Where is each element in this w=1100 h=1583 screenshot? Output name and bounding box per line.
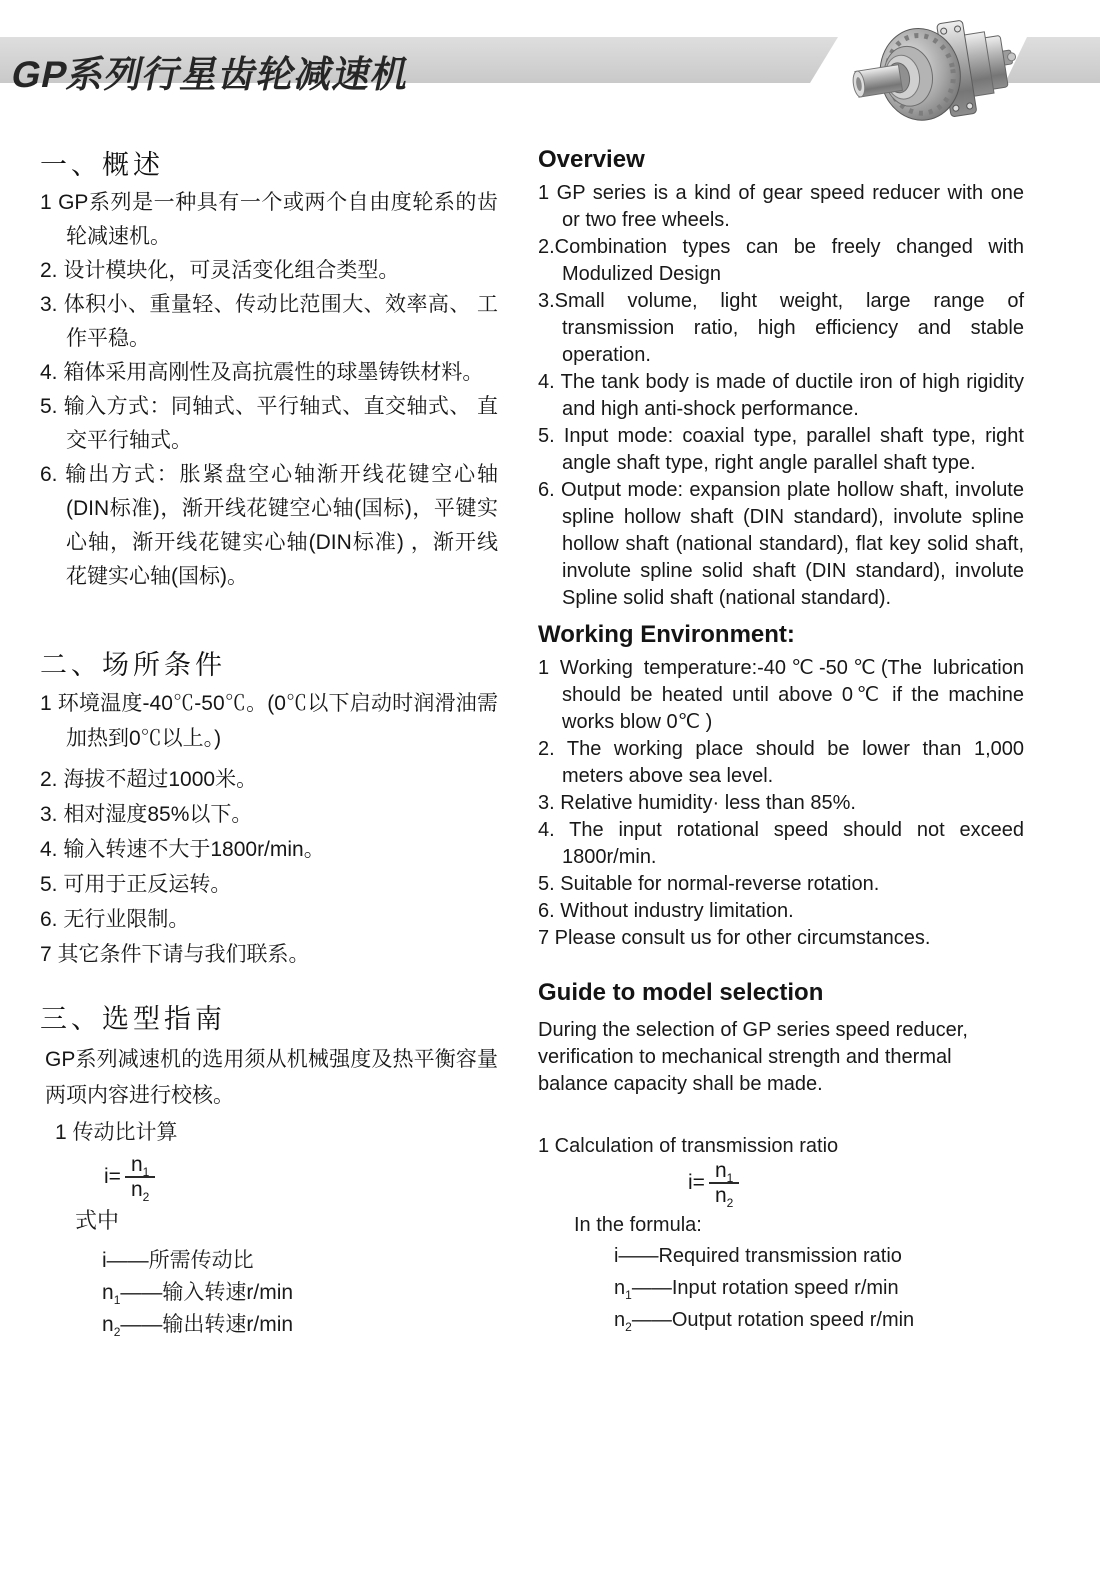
- list-item: 5. Input mode: coaxial type, parallel shaft type, right angle shaft type, right angle parallel shaft type.: [538, 425, 1024, 474]
- formula-lhs: i=: [104, 1165, 121, 1188]
- definition-line: $n_1——$输入转速r/min: [102, 1281, 294, 1308]
- list-item: 5. 输入方式：同轴式、平行轴式、直交轴式、 直交平行轴式。: [40, 395, 498, 452]
- formula-definitions-zh: [40, 1245, 498, 1341]
- transmission-ratio-subheading-en: 1 Calculation of transmission ratio: [538, 1135, 839, 1157]
- list-item: 2. 设计模块化，可灵活变化组合类型。: [40, 259, 400, 282]
- list-item: 7 其它条件下请与我们联系。: [40, 943, 310, 966]
- list-item: 5. 可用于正反运转。: [40, 873, 232, 896]
- definition-line: $n_2——$输出转速r/min: [102, 1313, 294, 1340]
- list-item: 4. The input rotational speed should not exceed 1800r/min.: [538, 819, 1024, 868]
- list-item: 6. 无行业限制。: [40, 908, 190, 931]
- formula-fraction: [709, 1159, 739, 1211]
- selection-intro-en: During the selection of GP series speed reducer, verification to mechanical strength and thermal balance capacity shall be made.: [538, 1019, 968, 1095]
- formula-numerator: $n_1$: [130, 1153, 150, 1180]
- list-item: 6. Output mode: expansion plate hollow shaft, involute spline hollow shaft (DIN standard), involute spline hollow shaft (national standard), flat key solid shaft, involute spline solid shaft (DIN standard), involute Spline solid shaft (national standard).: [538, 479, 1024, 609]
- definition-line: i——所需传动比: [102, 1249, 254, 1272]
- environment-list-en: [538, 655, 1024, 952]
- formula-denominator: $n_2$: [125, 1176, 155, 1200]
- page-title: GP系列行星齿轮减速机: [7, 54, 415, 95]
- transmission-ratio-subheading-zh: 1 传动比计算: [55, 1121, 178, 1144]
- list-item: 2. 海拔不超过1000米。: [40, 768, 258, 791]
- definition-line: $n_1——Input$ rotation speed r/min: [614, 1277, 899, 1302]
- list-item: 4. 输入转速不大于1800r/min。: [40, 838, 325, 861]
- list-item: 3. 相对湿度85%以下。: [40, 803, 253, 826]
- list-item: 2. The working place should be lower than 1,000 meters above sea level.: [538, 738, 1024, 787]
- list-item: 7 Please consult us for other circumstances.: [538, 927, 931, 949]
- list-item: 1 Working temperature:-40℃-50℃(The lubrication should be heated until above 0℃ if the machine works blow 0℃ ): [538, 657, 1024, 733]
- formula-denominator: $n_2$: [709, 1182, 739, 1206]
- formula-definitions-en: [538, 1240, 1024, 1336]
- list-item: 3.Small volume, light weight, large range of transmission ratio, high efficiency and stable operation.: [538, 290, 1024, 366]
- english-column: [538, 145, 1024, 1336]
- formula-fraction: [125, 1153, 155, 1205]
- formula-lhs: i=: [688, 1171, 705, 1194]
- list-item: 1 环境温度-40℃-50℃。(0℃以下启动时润滑油需加热到0℃以上。): [40, 692, 498, 750]
- formula-label-en: In the formula:: [574, 1214, 702, 1236]
- transmission-ratio-formula-en: [688, 1159, 1024, 1211]
- transmission-ratio-formula-zh: [104, 1153, 498, 1205]
- section-heading-environment-en: Working Environment:: [538, 621, 795, 648]
- list-item: 3. 体积小、重量轻、传动比范围大、效率高、 工作平稳。: [40, 293, 498, 350]
- gear-reducer-image: [850, 10, 1020, 130]
- list-item: 6. Without industry limitation.: [538, 900, 794, 922]
- chinese-column: [40, 150, 498, 1341]
- overview-list-en: [538, 180, 1024, 612]
- section-heading-selection-en: Guide to model selection: [538, 979, 824, 1006]
- list-item: 3. Relative humidity· less than 85%.: [538, 792, 856, 814]
- list-item: 4. 箱体采用高刚性及高抗震性的球墨铸铁材料。: [40, 361, 484, 384]
- formula-numerator: $n_1$: [714, 1159, 734, 1186]
- list-item: 1 GP系列是一种具有一个或两个自由度轮系的齿轮减速机。: [40, 191, 498, 248]
- section-heading-environment-zh: 二、场所条件: [40, 650, 226, 680]
- overview-list-zh: [40, 186, 498, 594]
- section-heading-overview-en: Overview: [538, 146, 645, 173]
- section-heading-overview-zh: 一、概述: [40, 150, 164, 180]
- list-item: 2.Combination types can be freely changed with Modulized Design: [538, 236, 1024, 285]
- list-item: 1 GP series is a kind of gear speed reducer with one or two free wheels.: [538, 182, 1024, 231]
- list-item: 6. 输出方式：胀紧盘空心轴渐开线花键空心轴(DIN标准)，渐开线花键空心轴(国标)，平键实心轴，渐开线花键实心轴(DIN标准) ，渐开线花键实心轴(国标)。: [40, 463, 498, 588]
- definition-line: $n_2——Output$ rotation speed r/min: [614, 1309, 915, 1334]
- environment-list-zh: [40, 686, 498, 972]
- section-heading-selection-zh: 三、选型指南: [40, 1004, 226, 1034]
- selection-intro-zh: GP系列减速机的选用须从机械强度及热平衡容量两项内容进行校核。: [45, 1048, 498, 1107]
- formula-label-zh: 式中: [75, 1208, 120, 1233]
- list-item: 4. The tank body is made of ductile iron of high rigidity and high anti-shock performance.: [538, 371, 1024, 420]
- definition-line: i——Required transmission ratio: [614, 1245, 902, 1267]
- list-item: 5. Suitable for normal-reverse rotation.: [538, 873, 880, 895]
